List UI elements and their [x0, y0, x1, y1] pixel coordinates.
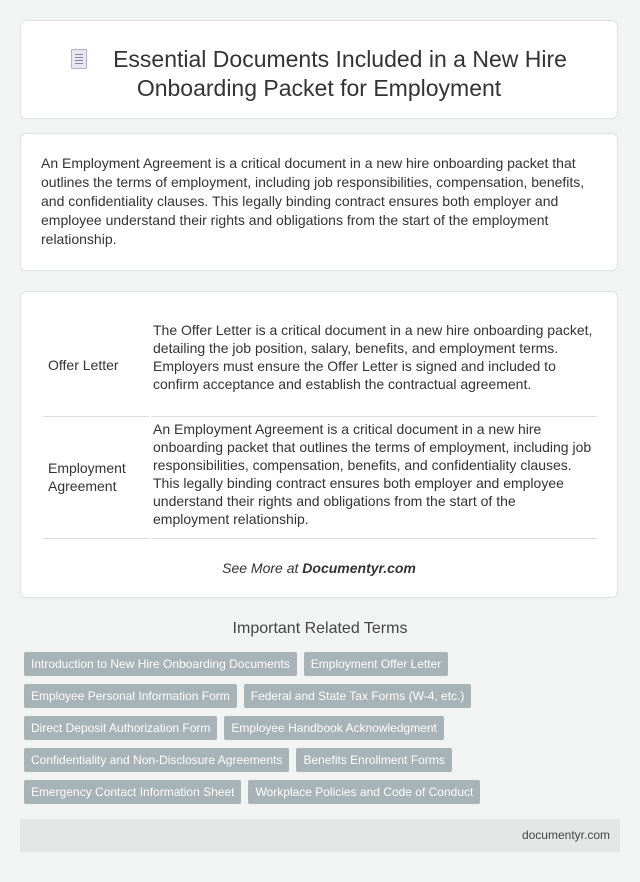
table-row	[43, 417, 597, 539]
see-more-link[interactable]	[21, 560, 617, 576]
row-label: Offer Letter	[48, 357, 119, 373]
page-title: Essential Documents Included in a New Hire Onboarding Packet for Employment	[113, 46, 567, 101]
related-term-tag[interactable]: Workplace Policies and Code of Conduct	[248, 780, 480, 804]
related-term-tag[interactable]: Benefits Enrollment Forms	[296, 748, 451, 772]
title-card	[20, 20, 618, 119]
related-terms-list	[24, 652, 624, 812]
footer-site[interactable]: documentyr.com	[521, 828, 610, 842]
row-description: The Offer Letter is a critical document in a new hire onboarding packet, detailing the job position, salary, benefits, and employment terms. Employers must ensure the Offer Letter is signed and included to confirm acceptance and establish the contractual agreement.	[153, 322, 593, 392]
footer-bar	[20, 819, 620, 852]
related-term-tag[interactable]: Employee Personal Information Form	[24, 684, 237, 708]
related-term-tag[interactable]: Emergency Contact Information Sheet	[24, 780, 241, 804]
page-title-wrap	[21, 45, 617, 103]
document-icon	[71, 49, 87, 69]
related-terms-heading: Important Related Terms	[232, 620, 408, 637]
documents-table-card	[20, 291, 618, 598]
see-more-prefix: See More at	[222, 560, 303, 576]
related-term-tag[interactable]: Employment Offer Letter	[304, 652, 449, 676]
see-more-site[interactable]: Documentyr.com	[302, 560, 416, 576]
related-term-tag[interactable]: Federal and State Tax Forms (W-4, etc.)	[244, 684, 472, 708]
table-row	[43, 318, 597, 417]
related-term-tag[interactable]: Confidentiality and Non-Disclosure Agreements	[24, 748, 289, 772]
intro-card	[20, 133, 618, 271]
intro-paragraph: An Employment Agreement is a critical document in a new hire onboarding packet that outlines the terms of employment, including job responsibilities, compensation, benefits, and confidentiality clauses. This legally binding contract ensures both employer and employee understand their rights and obligations from the start of the employment relationship.	[41, 155, 585, 247]
related-term-tag[interactable]: Introduction to New Hire Onboarding Documents	[24, 652, 297, 676]
related-term-tag[interactable]: Employee Handbook Acknowledgment	[224, 716, 443, 740]
related-term-tag[interactable]: Direct Deposit Authorization Form	[24, 716, 217, 740]
documents-table	[43, 318, 597, 539]
row-label: Employment Agreement	[48, 460, 126, 494]
row-description: An Employment Agreement is a critical document in a new hire onboarding packet that outlines the terms of employment, including job responsibilities, compensation, benefits, and confidentiality clauses. This legally binding contract ensures both employer and employee understand their rights and obligations from the start of the employment relationship.	[153, 421, 592, 527]
